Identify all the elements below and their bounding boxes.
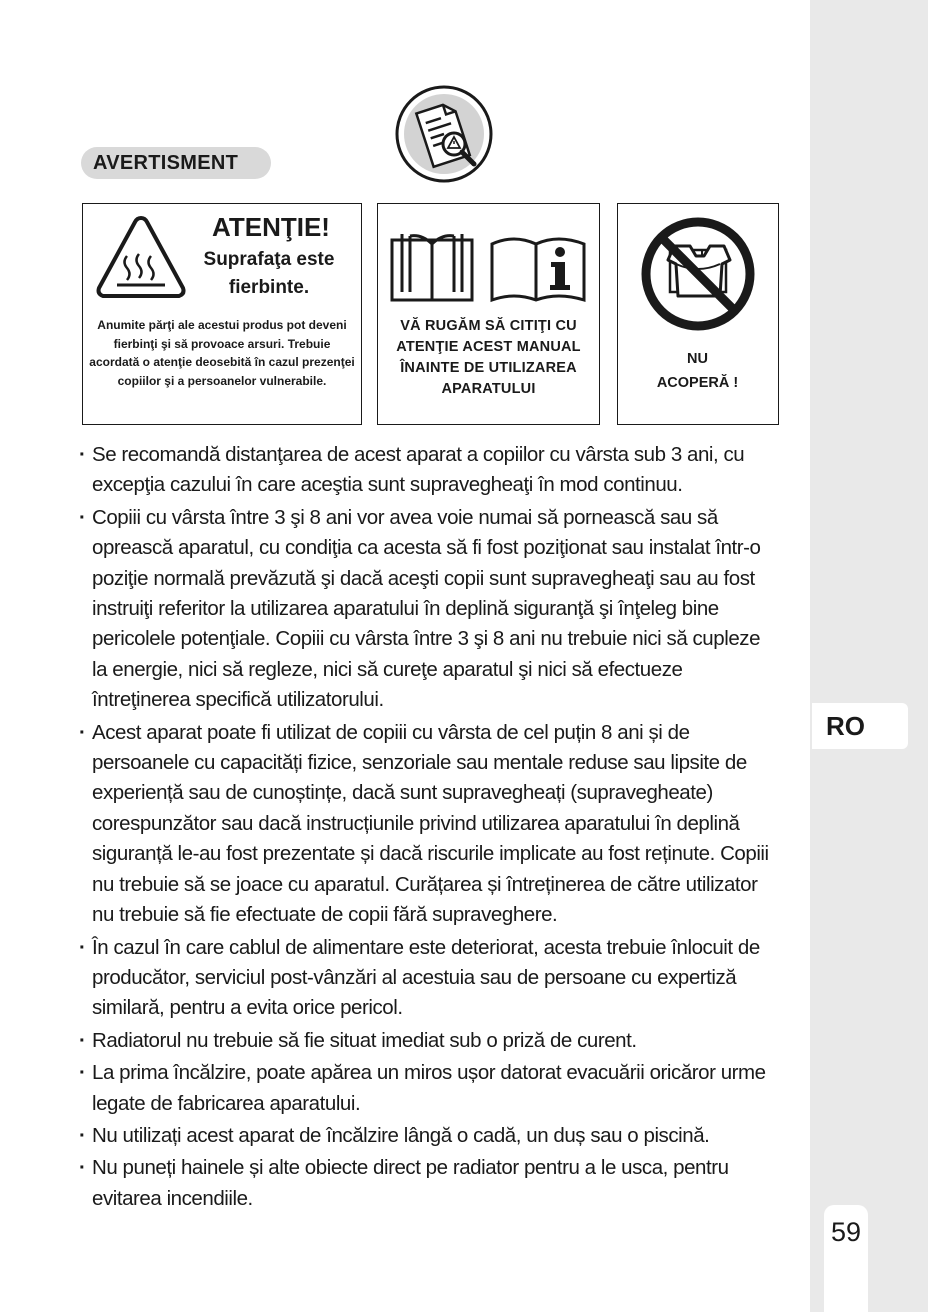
list-item: · Nu utilizați acest aparat de încălzire lângă o cadă, un duș sau o piscină. xyxy=(80,1121,780,1151)
list-item: · Nu puneți hainele și alte obiecte direct pe radiator pentru a le usca, pentru evitarea incendiile. xyxy=(80,1153,780,1214)
warning-subtitle-line1: Suprafaţa este xyxy=(203,249,335,270)
list-item: · Se recomandă distanţarea de acest aparat a copiilor cu vârsta sub 3 ani, cu excepţia cazului în care aceştia sunt supravegheaţi în mod continuu. xyxy=(80,440,780,501)
manual-warning-magnifier-icon xyxy=(394,84,494,184)
do-not-cover-line1: NU xyxy=(687,351,708,367)
language-tab: RO xyxy=(812,703,908,749)
safety-instructions-list xyxy=(80,440,780,1216)
read-manual-box xyxy=(377,203,600,425)
warning-subtitle-line2: fierbinte. xyxy=(228,277,310,298)
list-item: · La prima încălzire, poate apărea un miros ușor datorat evacuării oricăror urme legate de fabricarea aparatului. xyxy=(80,1058,780,1119)
do-not-cover-line2: ACOPERĂ ! xyxy=(656,375,739,391)
list-item: · În cazul în care cablul de alimentare este deteriorat, acesta trebuie înlocuit de producător, serviciul post-vânzări al acestuia sau de persoane cu expertiză similară, pentru a evita orice pericol. xyxy=(80,933,780,1024)
do-not-cover-text xyxy=(618,347,777,395)
list-item: · Acest aparat poate fi utilizat de copiii cu vârsta de cel puțin 8 ani și de persoanele cu capacități fizice, senzoriale sau mentale reduse sau lipsite de experiență sau de cunoștințe, dacă sunt supravegheați (supravegheate) corespunzător sau dacă instrucțiunile privind utilizarea aparatului în deplină siguranță le-au fost prezentate și dacă riscurile implicate au fost reținute. Copiii nu trebuie să se joace cu aparatul. Curățarea și întreținerea de către utilizator nu trebuie să fie efectuate de copii fără supraveghere. xyxy=(80,718,780,931)
open-book-info-icon xyxy=(388,230,588,306)
list-item: · Copiii cu vârsta între 3 şi 8 ani vor avea voie numai să pornească sau să oprească aparatul, cu condiţia ca acesta să fi fost poziţionat sau instalat într-o poziţie normală prevăzută şi dacă aceşti copii sunt supravegheaţi sau au fost instruiţi referitor la utilizarea aparatului în deplină siguranţă şi înţeleg bine pericolele potenţiale. Copiii cu vârsta între 3 şi 8 ani nu trebuie nici să cupleze la energie, nici să regleze, nici să cureţe aparatul şi nici să efectueze întreţinerea specifică utilizatorului. xyxy=(80,503,780,716)
read-manual-text: VĂ RUGĂM SĂ CITIŢI CU ATENŢIE ACEST MANUAL ÎNAINTE DE UTILIZAREA APARATULUI xyxy=(396,318,581,397)
do-not-cover-icon xyxy=(640,216,756,332)
warning-subtitle xyxy=(183,246,355,302)
list-item: · Radiatorul nu trebuie să fie situat imediat sub o priză de curent. xyxy=(80,1026,780,1056)
side-bar xyxy=(810,0,928,1312)
hot-surface-warning-box xyxy=(82,203,362,425)
warning-badge: AVERTISMENT xyxy=(81,147,271,179)
warning-title: ATENŢIE! xyxy=(212,212,330,242)
hot-surface-warning-icon xyxy=(93,212,189,302)
warning-body: Anumite părţi ale acestui produs pot deveni fierbinţi şi să provoace arsuri. Trebuie acordată o atenţie deosebită în cazul prezenţei copiilor şi a persoanelor vulnerabile. xyxy=(89,318,355,388)
do-not-cover-box xyxy=(617,203,779,425)
page-number: 59 xyxy=(824,1205,868,1312)
